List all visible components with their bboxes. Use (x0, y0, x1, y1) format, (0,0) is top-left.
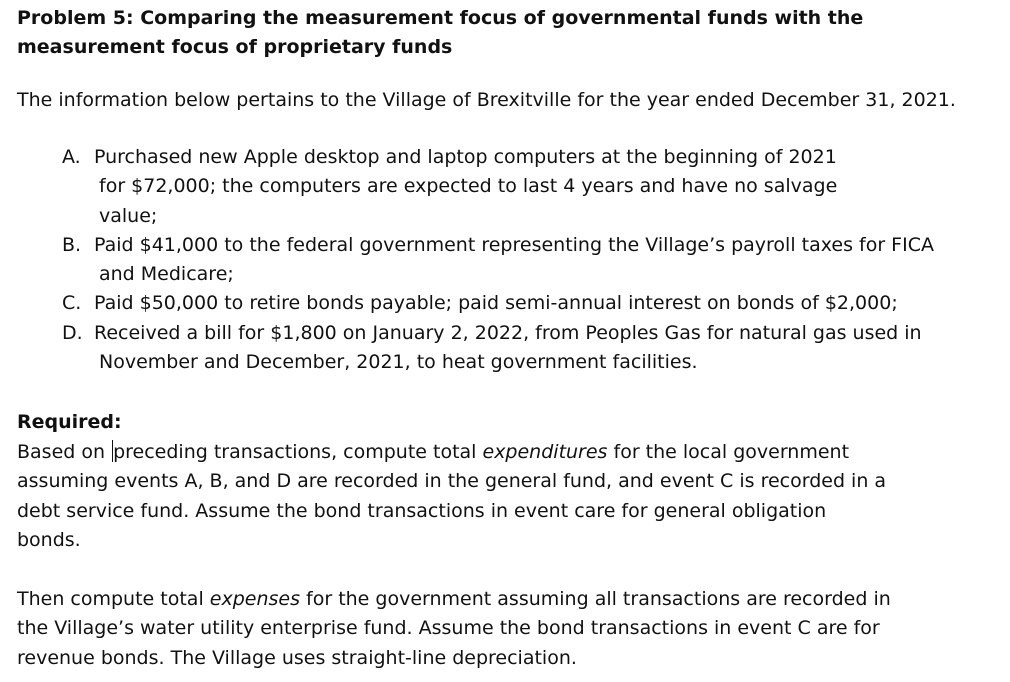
text-run: for the government assuming all transactions are recorded in (299, 588, 891, 610)
transaction-item-a (17, 143, 997, 231)
problem-title: Problem 5: Comparing the measurement focus of governmental funds with the measurement focus of proprietary funds (17, 7, 864, 58)
paragraph-line (17, 438, 886, 467)
text-run: for the local government (607, 441, 850, 463)
item-line: Paid $50,000 to retire bonds payable; paid semi-annual interest on bonds of $2,000; (94, 292, 898, 315)
intro-text: The information below pertains to the Village of Brexitville for the year ended December 31, 2021. (17, 89, 956, 111)
item-letter: D. (62, 321, 83, 344)
transaction-item-c (17, 289, 997, 318)
item-letter: A. (62, 146, 81, 168)
item-letter: B. (62, 233, 82, 256)
paragraph-line (17, 585, 891, 614)
item-line: Purchased new Apple desktop and laptop computers at the beginning of 2021 (94, 146, 837, 168)
paragraph-line: the Village’s water utility enterprise fund. Assume the bond transactions in event C are for (17, 617, 880, 640)
transaction-item-b (17, 231, 997, 290)
paragraph-line: revenue bonds. The Village uses straight-line depreciation. (17, 646, 577, 669)
item-text (94, 289, 997, 318)
transaction-list (17, 143, 997, 377)
paragraph-line: debt service fund. Assume the bond transactions in event care for general obligation (17, 499, 827, 522)
emphasis-expenditures: expenditures (482, 441, 608, 463)
required-paragraph-expenditures[interactable] (17, 438, 886, 555)
item-letter: C. (62, 292, 82, 315)
item-line: value; (99, 204, 158, 227)
item-line: Paid $41,000 to the federal government representing the Village’s payroll taxes for FICA (94, 233, 934, 256)
transaction-item-d (17, 319, 997, 378)
text-run: preceding transactions, compute total (113, 441, 483, 463)
item-line: for $72,000; the computers are expected to last 4 years and have no salvage (99, 175, 838, 198)
item-text (94, 319, 997, 378)
paragraph-line: bonds. (17, 528, 81, 551)
required-heading: Required: (17, 411, 122, 433)
paragraph-line: assuming events A, B, and D are recorded in the general fund, and event C is recorded in a (17, 470, 887, 493)
item-text (94, 231, 997, 290)
item-line: and Medicare; (99, 263, 234, 286)
item-text (94, 143, 997, 231)
emphasis-expenses: expenses (209, 588, 300, 610)
item-line: Received a bill for $1,800 on January 2, 2022, from Peoples Gas for natural gas used in (94, 321, 922, 344)
item-line: November and December, 2021, to heat government facilities. (99, 351, 698, 374)
text-run: Based on (17, 441, 112, 463)
required-paragraph-expenses[interactable] (17, 585, 891, 673)
text-run: Then compute total (17, 588, 210, 610)
